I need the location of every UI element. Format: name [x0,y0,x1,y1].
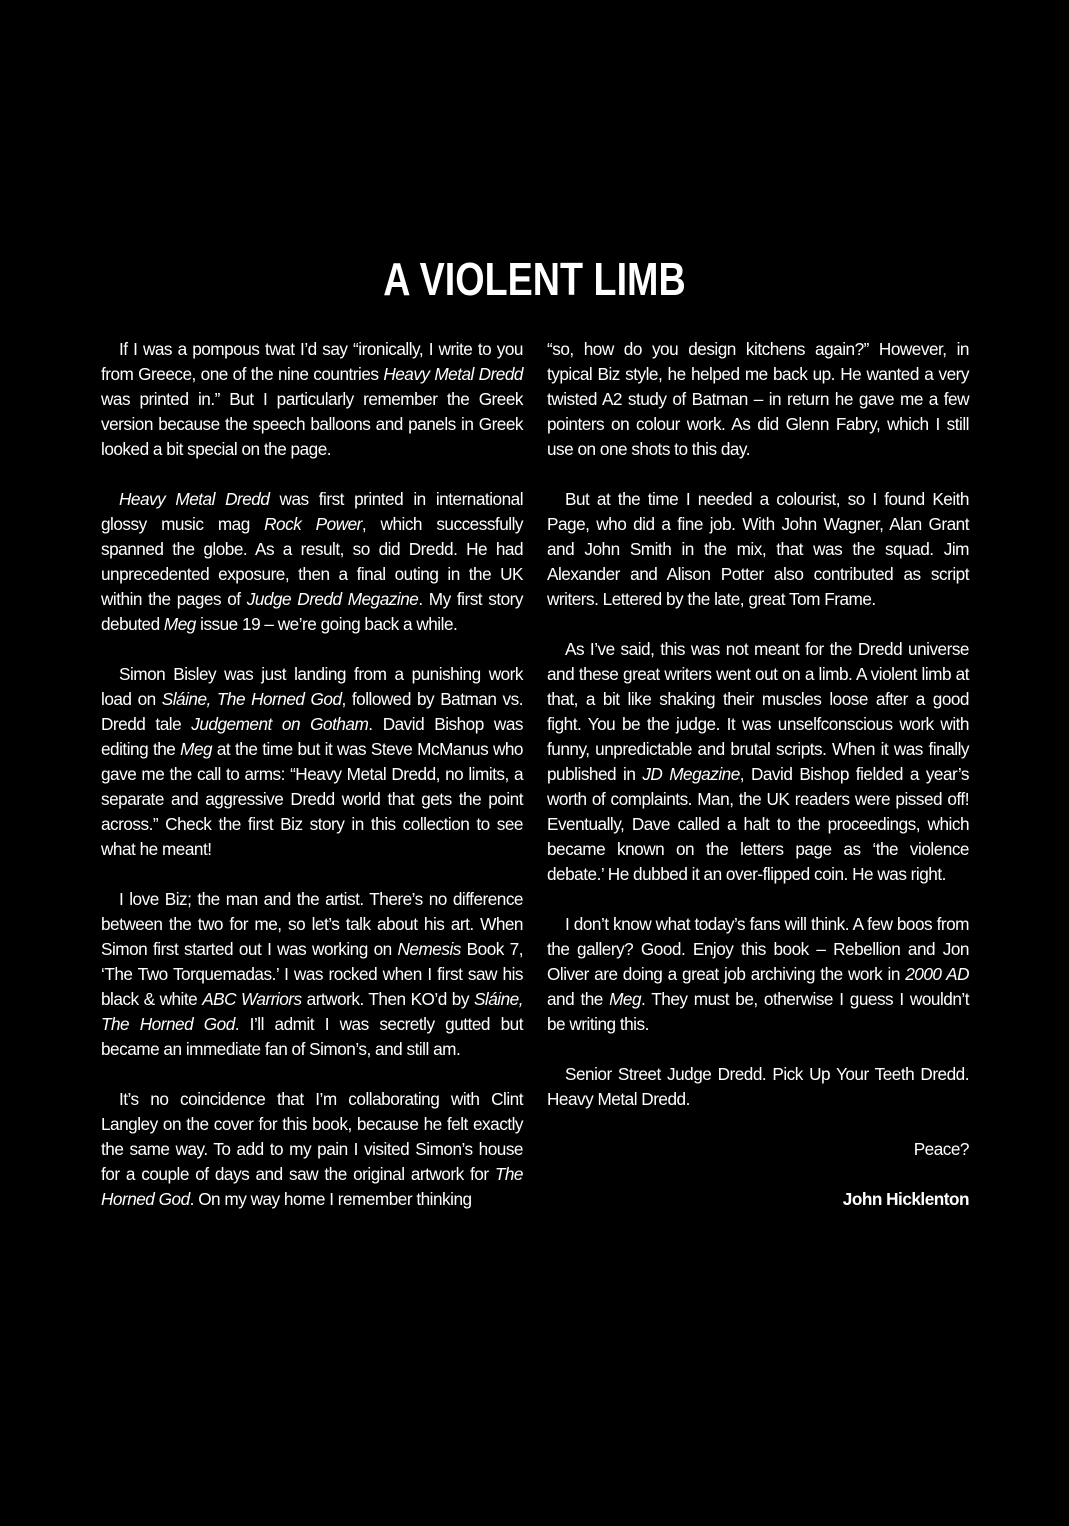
text-segment: was first printed in international glossy music mag [101,489,524,534]
text-segment: was printed in.” But I particularly remember the Greek version because the speech balloons and panels in Greek looked a bit special on the page. [101,389,523,459]
italic-text: Meg [180,739,213,759]
italic-text: Judge Dredd Megazine [246,589,419,609]
text-segment: It’s no coincidence that I’m collaborating with Clint Langley on the cover for this book, because he felt exactly the same way. To add to my pain I visited Simon’s house for a couple of days and saw the original artwork for [101,1089,523,1184]
text-segment: Senior Street Judge Dredd. Pick Up Your Teeth Dredd. Heavy Metal Dredd. [547,1064,969,1109]
text-segment: I don’t know what today’s fans will think. A few boos from the gallery? Good. Enjoy this book – Rebellion and Jon Oliver are doing a great job archiving the work in [547,914,969,984]
text-segment: But at the time I needed a colourist, so I found Keith Page, who did a fine job. With John Wagner, Alan Grant and John Smith in the mix, that was the squad. Jim Alexander and Alison Potter also contributed as script writers. Lettered by the late, great Tom Frame. [547,489,969,609]
paragraph [101,887,523,1062]
author-signature: John Hicklenton [842,1189,969,1209]
italic-text: JD Megazine [642,764,740,784]
text-segment: “so, how do you design kitchens again?” However, in typical Biz style, he helped me back up. He wanted a very twisted A2 study of Batman – in return he gave me a few pointers on colour work. As did Glenn Fabry, which I still use on one shots to this day. [547,339,969,459]
italic-text: Heavy Metal Dredd [383,364,523,384]
article-column-right [547,337,969,1237]
text-segment: If I was a pompous twat I’d say “ironically, I write to you from Greece, one of the nine countries [101,339,523,384]
text-segment: . My first story debuted [101,589,523,634]
italic-text: Meg [609,989,642,1009]
italic-text: The Horned God [101,1164,523,1209]
text-segment: Book 7, ‘The Two Torquemadas.’ I was rocked when I first saw his black & white [101,939,524,1009]
paragraph [547,487,969,612]
italic-text: Sláine, The Horned God [101,989,523,1034]
italic-text: 2000 AD [905,964,970,984]
closing-line: Peace? [913,1139,969,1159]
page-title: A VIOLENT LIMB [383,253,686,305]
text-segment: and the [547,989,610,1009]
italic-text: Sláine, The Horned God [161,689,342,709]
italic-text: Meg [163,614,196,634]
text-segment: Simon Bisley was just landing from a punishing work load on [101,664,523,709]
paragraph [547,637,969,887]
text-segment: As I’ve said, this was not meant for the Dredd universe and these great writers went out on a limb. A violent limb at that, a bit like shaking their muscles loose after a good fight. You be the judge. It was unselfconscious work with funny, unpredictable and brutal scripts. When it was finally published in [547,639,969,784]
text-segment: , followed by Batman vs. Dredd tale [101,689,523,734]
paragraph [547,1062,969,1112]
paragraph [101,487,523,637]
paragraph [547,912,969,1037]
paragraph [101,1087,523,1212]
text-segment: . I’ll admit I was secretly gutted but became an immediate fan of Simon’s, and still am. [101,1014,524,1059]
italic-text: Nemesis [397,939,461,959]
text-segment: at the time but it was Steve McManus who gave me the call to arms: “Heavy Metal Dredd, no limits, a separate and aggressive Dredd world that gets the point across.” Check the first Biz story in this collection to see what he meant! [101,739,523,859]
article-column-left [101,337,523,1212]
text-segment: , which successfully spanned the globe. As a result, so did Dredd. He had unprecedented exposure, then a final outing in the UK within the pages of [101,514,523,609]
text-segment: . David Bishop was editing the [101,714,523,759]
paragraph [547,337,969,462]
italic-text: Judgement on Gotham [191,714,369,734]
italic-text: Rock Power [264,514,362,534]
text-segment: issue 19 – we’re going back a while. [195,614,458,634]
paragraph [101,662,523,862]
text-segment: . They must be, otherwise I guess I wouldn’t be writing this. [547,989,969,1034]
text-segment: I love Biz; the man and the artist. There’s no difference between the two for me, so let’s talk about his art. When Simon first started out I was working on [101,889,523,959]
text-segment: artwork. Then KO’d by [301,989,474,1009]
text-segment: , David Bishop fielded a year’s worth of complaints. Man, the UK readers were pissed off! Eventually, Dave called a halt to the proceedings, which became known on the letters page as ‘the violence debate.’ He dubbed it an over-flipped coin. He was right. [547,764,970,884]
italic-text: ABC Warriors [202,989,302,1009]
italic-text: Heavy Metal Dredd [119,489,270,509]
paragraph [101,337,523,462]
text-segment: . On my way home I remember thinking [189,1189,472,1209]
